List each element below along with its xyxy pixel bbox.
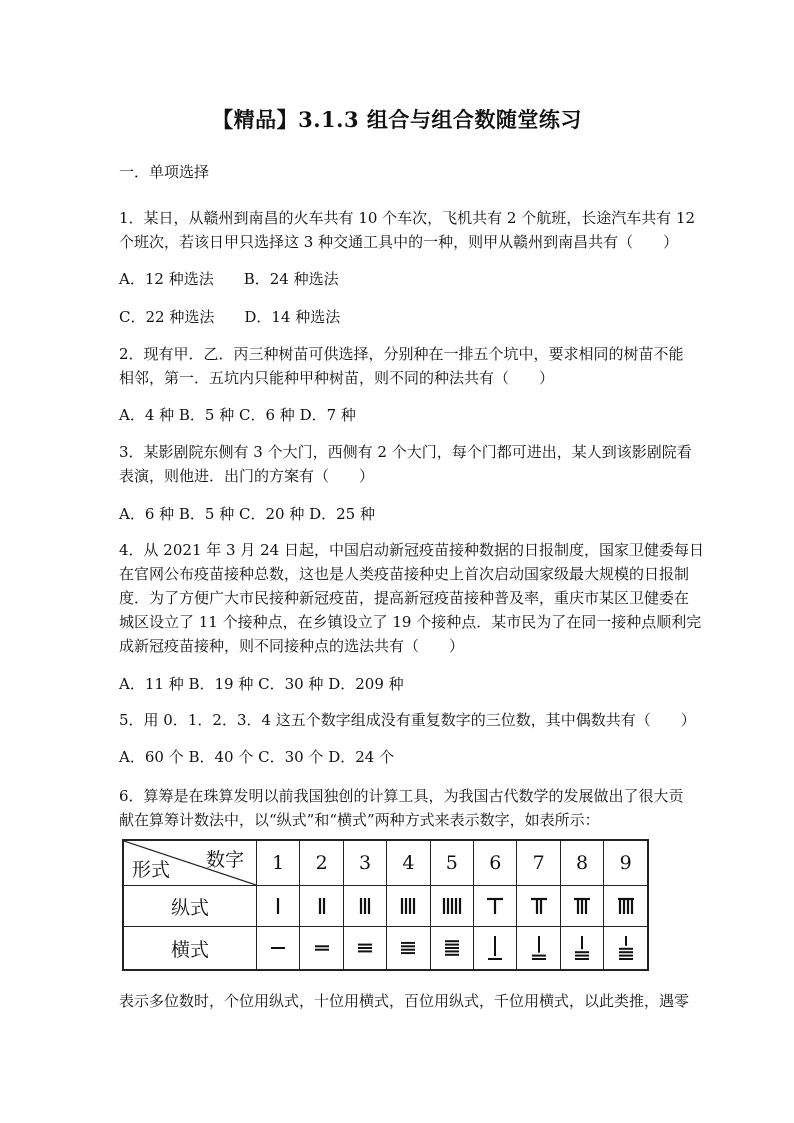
digit-header: 6 [474,840,517,886]
horizontal-rod-glyph [517,927,560,970]
question-3-line-1: 3．某影剧院东侧有 3 个大门，西侧有 2 个大门，每个门都可进出，某人到该影剧院看 [119,443,692,461]
digit-header: 8 [560,840,603,886]
vertical-rod-glyph [430,886,473,927]
digit-header: 7 [517,840,560,886]
section-heading: 一．单项选择 [119,163,210,181]
question-2-options: A．4 种 B．5 种 C．6 种 D．7 种 [119,406,356,424]
question-3-line-2: 表演，则他进．出门的方案有（ ） [119,467,375,485]
question-4-options: A．11 种 B．19 种 C．30 种 D．209 种 [119,675,404,693]
counting-rod-table [122,839,649,971]
question-1-line-2: 个班次，若该日甲只选择这 3 种交通工具中的一种，则甲从赣州到南昌共有（ ） [119,233,679,251]
horizontal-rod-glyph [387,927,430,970]
horizontal-rod-glyph [300,927,343,970]
vertical-rod-glyph [257,886,300,927]
corner-label-digit: 数字 [205,849,244,871]
horizontal-rod-glyph [430,927,473,970]
question-6-line-1: 6．算筹是在珠算发明以前我国独创的计算工具，为我国古代数学的发展做出了很大贡 [119,787,684,805]
digit-header: 9 [604,840,648,886]
question-1-line-1: 1．某日，从赣州到南昌的火车共有 10 个车次，飞机共有 2 个航班，长途汽车共有 12 [119,209,696,227]
question-4-line-2: 在官网公布疫苗接种总数，这也是人类疫苗接种史上首次启动国家级最大规模的日报制 [119,565,690,583]
vertical-rod-glyph [474,886,517,927]
horizontal-rod-glyph [604,927,648,970]
digit-header: 3 [343,840,386,886]
horizontal-rod-glyph [257,927,300,970]
question-2-line-2: 相邻，第一．五坑内只能种甲种树苗，则不同的种法共有（ ） [119,369,555,387]
continuation-text: 表示多位数时，个位用纵式，十位用横式，百位用纵式，千位用横式，以此类推，遇零 [119,992,690,1010]
question-1-options-2: C．22 种选法 D．14 种选法 [119,308,341,326]
corner-label-form: 形式 [132,859,171,881]
question-4-line-5: 成新冠疫苗接种，则不同接种点的选法共有（ ） [119,637,465,655]
digit-header: 5 [430,840,473,886]
page-title: 【精品】3.1.3 组合与组合数随堂练习 [212,107,582,132]
table-corner-cell [123,840,257,886]
vertical-rod-glyph [387,886,430,927]
digit-header: 1 [257,840,300,886]
question-5-options: A．60 个 B．40 个 C．30 个 D．24 个 [119,748,395,766]
question-4-line-1: 4．从 2021 年 3 月 24 日起，中国启动新冠疫苗接种数据的日报制度，国家卫健委每日 [119,541,704,559]
question-3-options: A．6 种 B．5 种 C．20 种 D．25 种 [119,505,375,523]
vertical-rod-glyph [343,886,386,927]
digit-header: 2 [300,840,343,886]
vertical-rod-glyph [560,886,603,927]
horizontal-rod-glyph [474,927,517,970]
question-4-line-4: 城区设立了 11 个接种点，在乡镇设立了 19 个接种点．某市民为了在同一接种点顺利完 [119,613,702,631]
row-label-vertical: 纵式 [123,886,257,927]
horizontal-rod-glyph [343,927,386,970]
vertical-rod-glyph [604,886,648,927]
horizontal-rod-glyph [560,927,603,970]
question-4-line-3: 度．为了方便广大市民接种新冠疫苗，提高新冠疫苗接种普及率，重庆市某区卫健委在 [119,589,690,607]
row-label-horizontal: 横式 [123,927,257,970]
question-5-line-1: 5．用 0．1．2．3．4 这五个数字组成没有重复数字的三位数，其中偶数共有（ ） [119,711,696,729]
question-2-line-1: 2．现有甲．乙．丙三种树苗可供选择，分别种在一排五个坑中，要求相同的树苗不能 [119,345,684,363]
digit-header: 4 [387,840,430,886]
question-6-line-2: 献在算筹计数法中，以“纵式”和“横式”两种方式来表示数字，如表所示： [119,811,600,829]
vertical-rod-glyph [300,886,343,927]
vertical-rod-glyph [517,886,560,927]
question-1-options-1: A．12 种选法 B．24 种选法 [119,270,339,288]
